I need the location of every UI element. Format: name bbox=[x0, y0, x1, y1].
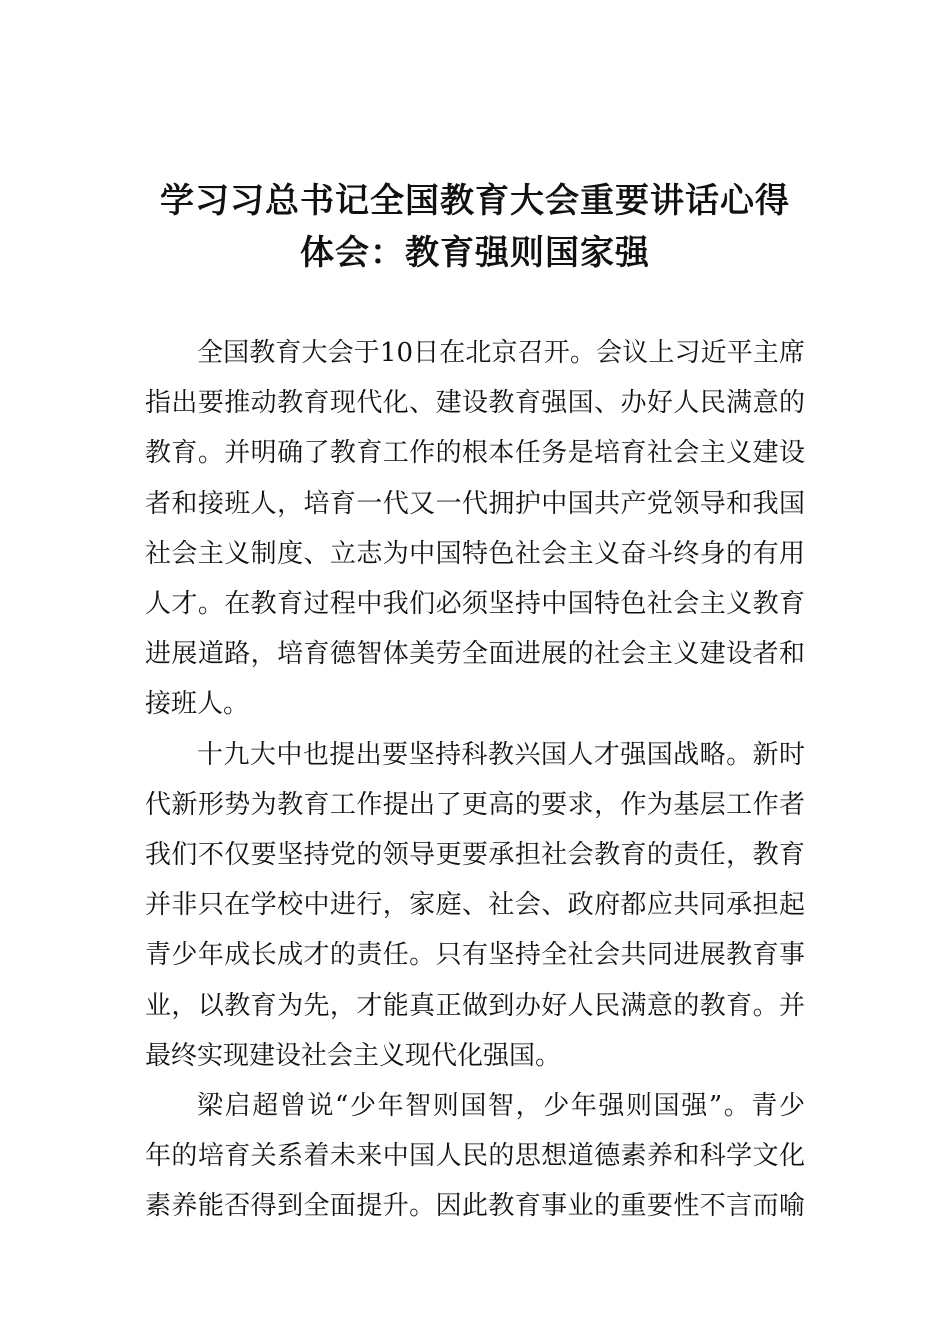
paragraph-2 bbox=[145, 730, 805, 1081]
paragraph-3 bbox=[145, 1081, 805, 1232]
text-line: 青少年成长成才的责任。只有坚持全社会共同进展教育事 bbox=[145, 940, 805, 971]
text-line: 并非只在学校中进行，家庭、社会、政府都应共同承担起 bbox=[145, 890, 805, 921]
text-line: 社会主义制度、立志为中国特色社会主义奋斗终身的有用 bbox=[145, 538, 805, 569]
text-line: 年的培育关系着未来中国人民的思想道德素养和科学文化 bbox=[145, 1141, 805, 1172]
paragraph-1 bbox=[145, 328, 805, 730]
text-line: 梁启超曾说“少年智则国智，少年强则国强”。青少 bbox=[197, 1091, 805, 1122]
text-line: 我们不仅要坚持党的领导更要承担社会教育的责任，教育 bbox=[145, 840, 805, 871]
text-line: 教育。并明确了教育工作的根本任务是培育社会主义建设 bbox=[145, 438, 805, 469]
text-line: 人才。在教育过程中我们必须坚持中国特色社会主义教育 bbox=[145, 589, 805, 620]
title-line-2: 体会：教育强则国家强 bbox=[300, 233, 650, 273]
text-line: 最终实现建设社会主义现代化强国。 bbox=[145, 1040, 562, 1071]
text-line: 进展道路，培育德智体美劳全面进展的社会主义建设者和 bbox=[145, 639, 805, 670]
document-body bbox=[145, 328, 805, 1232]
title-line-1: 学习习总书记全国教育大会重要讲话心得 bbox=[160, 181, 790, 221]
text-line: 素养能否得到全面提升。因此教育事业的重要性不言而喻 bbox=[145, 1191, 805, 1222]
text-line: 业，以教育为先，才能真正做到办好人民满意的教育。并 bbox=[145, 990, 805, 1021]
text-line: 十九大中也提出要坚持科教兴国人才强国战略。新时 bbox=[197, 739, 805, 770]
text-line: 者和接班人，培育一代又一代拥护中国共产党领导和我国 bbox=[145, 488, 805, 519]
document-title bbox=[120, 175, 830, 279]
text-line: 接班人。 bbox=[145, 689, 250, 720]
text-line: 全国教育大会于10日在北京召开。会议上习近平主席 bbox=[197, 338, 805, 368]
text-line: 代新形势为教育工作提出了更高的要求，作为基层工作者 bbox=[145, 789, 805, 820]
text-line: 指出要推动教育现代化、建设教育强国、办好人民满意的 bbox=[145, 388, 805, 419]
